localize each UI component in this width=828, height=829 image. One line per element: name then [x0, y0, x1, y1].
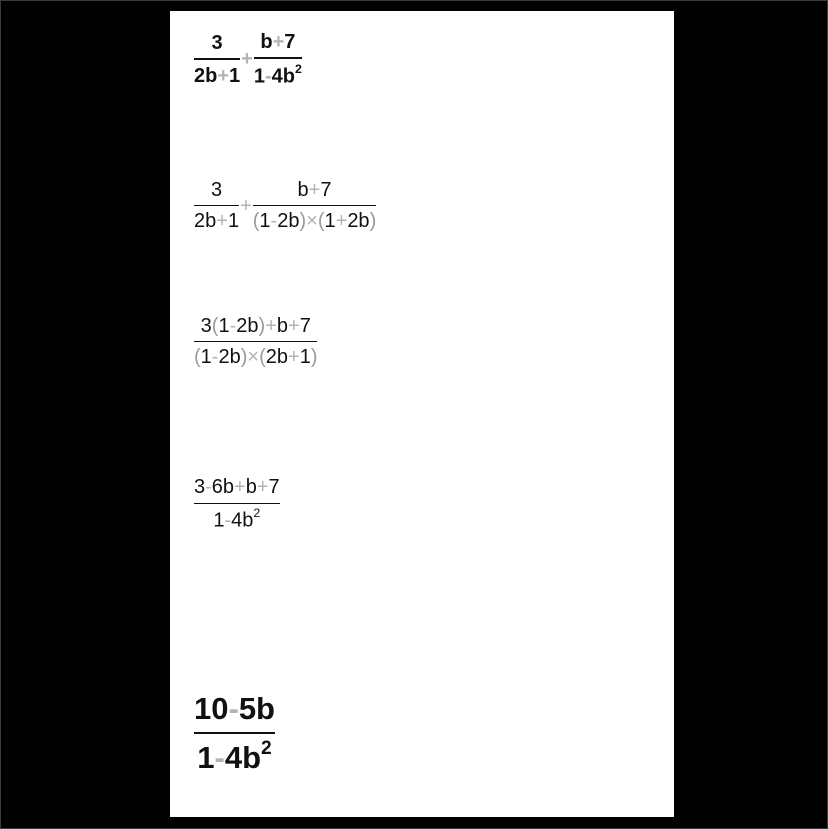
fraction-3-over-2b-plus-1: [194, 179, 239, 233]
denominator: $1-4b^2$: [213, 506, 261, 532]
fraction-bar: [194, 732, 275, 734]
denominator: $1-4b^2$: [253, 62, 302, 88]
numerator: b+7: [297, 179, 332, 201]
fraction-bar: [194, 503, 280, 504]
numerator: 3: [211, 31, 223, 54]
denominator: 2b+1: [194, 64, 241, 87]
numerator: 10-5b: [194, 691, 275, 726]
step-2-expression: [194, 179, 376, 233]
denominator: (1-2b)×(2b+1): [194, 346, 318, 368]
expanded-fraction: [194, 476, 280, 533]
step-4-expression: [194, 476, 280, 533]
numerator: 3(1-2b)+b+7: [200, 315, 311, 337]
fraction-factored-denominator: [253, 179, 376, 233]
denominator: $1-4b^2$: [197, 737, 272, 775]
step-1-expression: [194, 31, 302, 89]
denominator: 2b+1: [194, 210, 240, 232]
final-fraction: [194, 691, 275, 776]
numerator: 3: [210, 179, 223, 201]
fraction-3-over-2b-plus-1: [194, 32, 240, 88]
fraction-bar: [194, 341, 317, 342]
combined-fraction: [194, 315, 317, 369]
fraction-bar: [253, 205, 376, 206]
denominator: (1-2b)×(1+2b): [252, 210, 377, 232]
numerator: b+7: [260, 31, 296, 53]
plus-operator: +: [241, 48, 253, 71]
final-answer: [194, 691, 275, 776]
plus-operator: +: [240, 194, 252, 217]
fraction-bar: [194, 58, 240, 60]
numerator: 3-6b+b+7: [194, 476, 280, 498]
step-3-expression: [194, 315, 317, 369]
fraction-bar: [254, 57, 302, 59]
fraction-b-plus-7-over-1-minus-4b2: [254, 31, 302, 89]
fraction-bar: [194, 205, 239, 206]
math-solution-page: [170, 11, 674, 817]
